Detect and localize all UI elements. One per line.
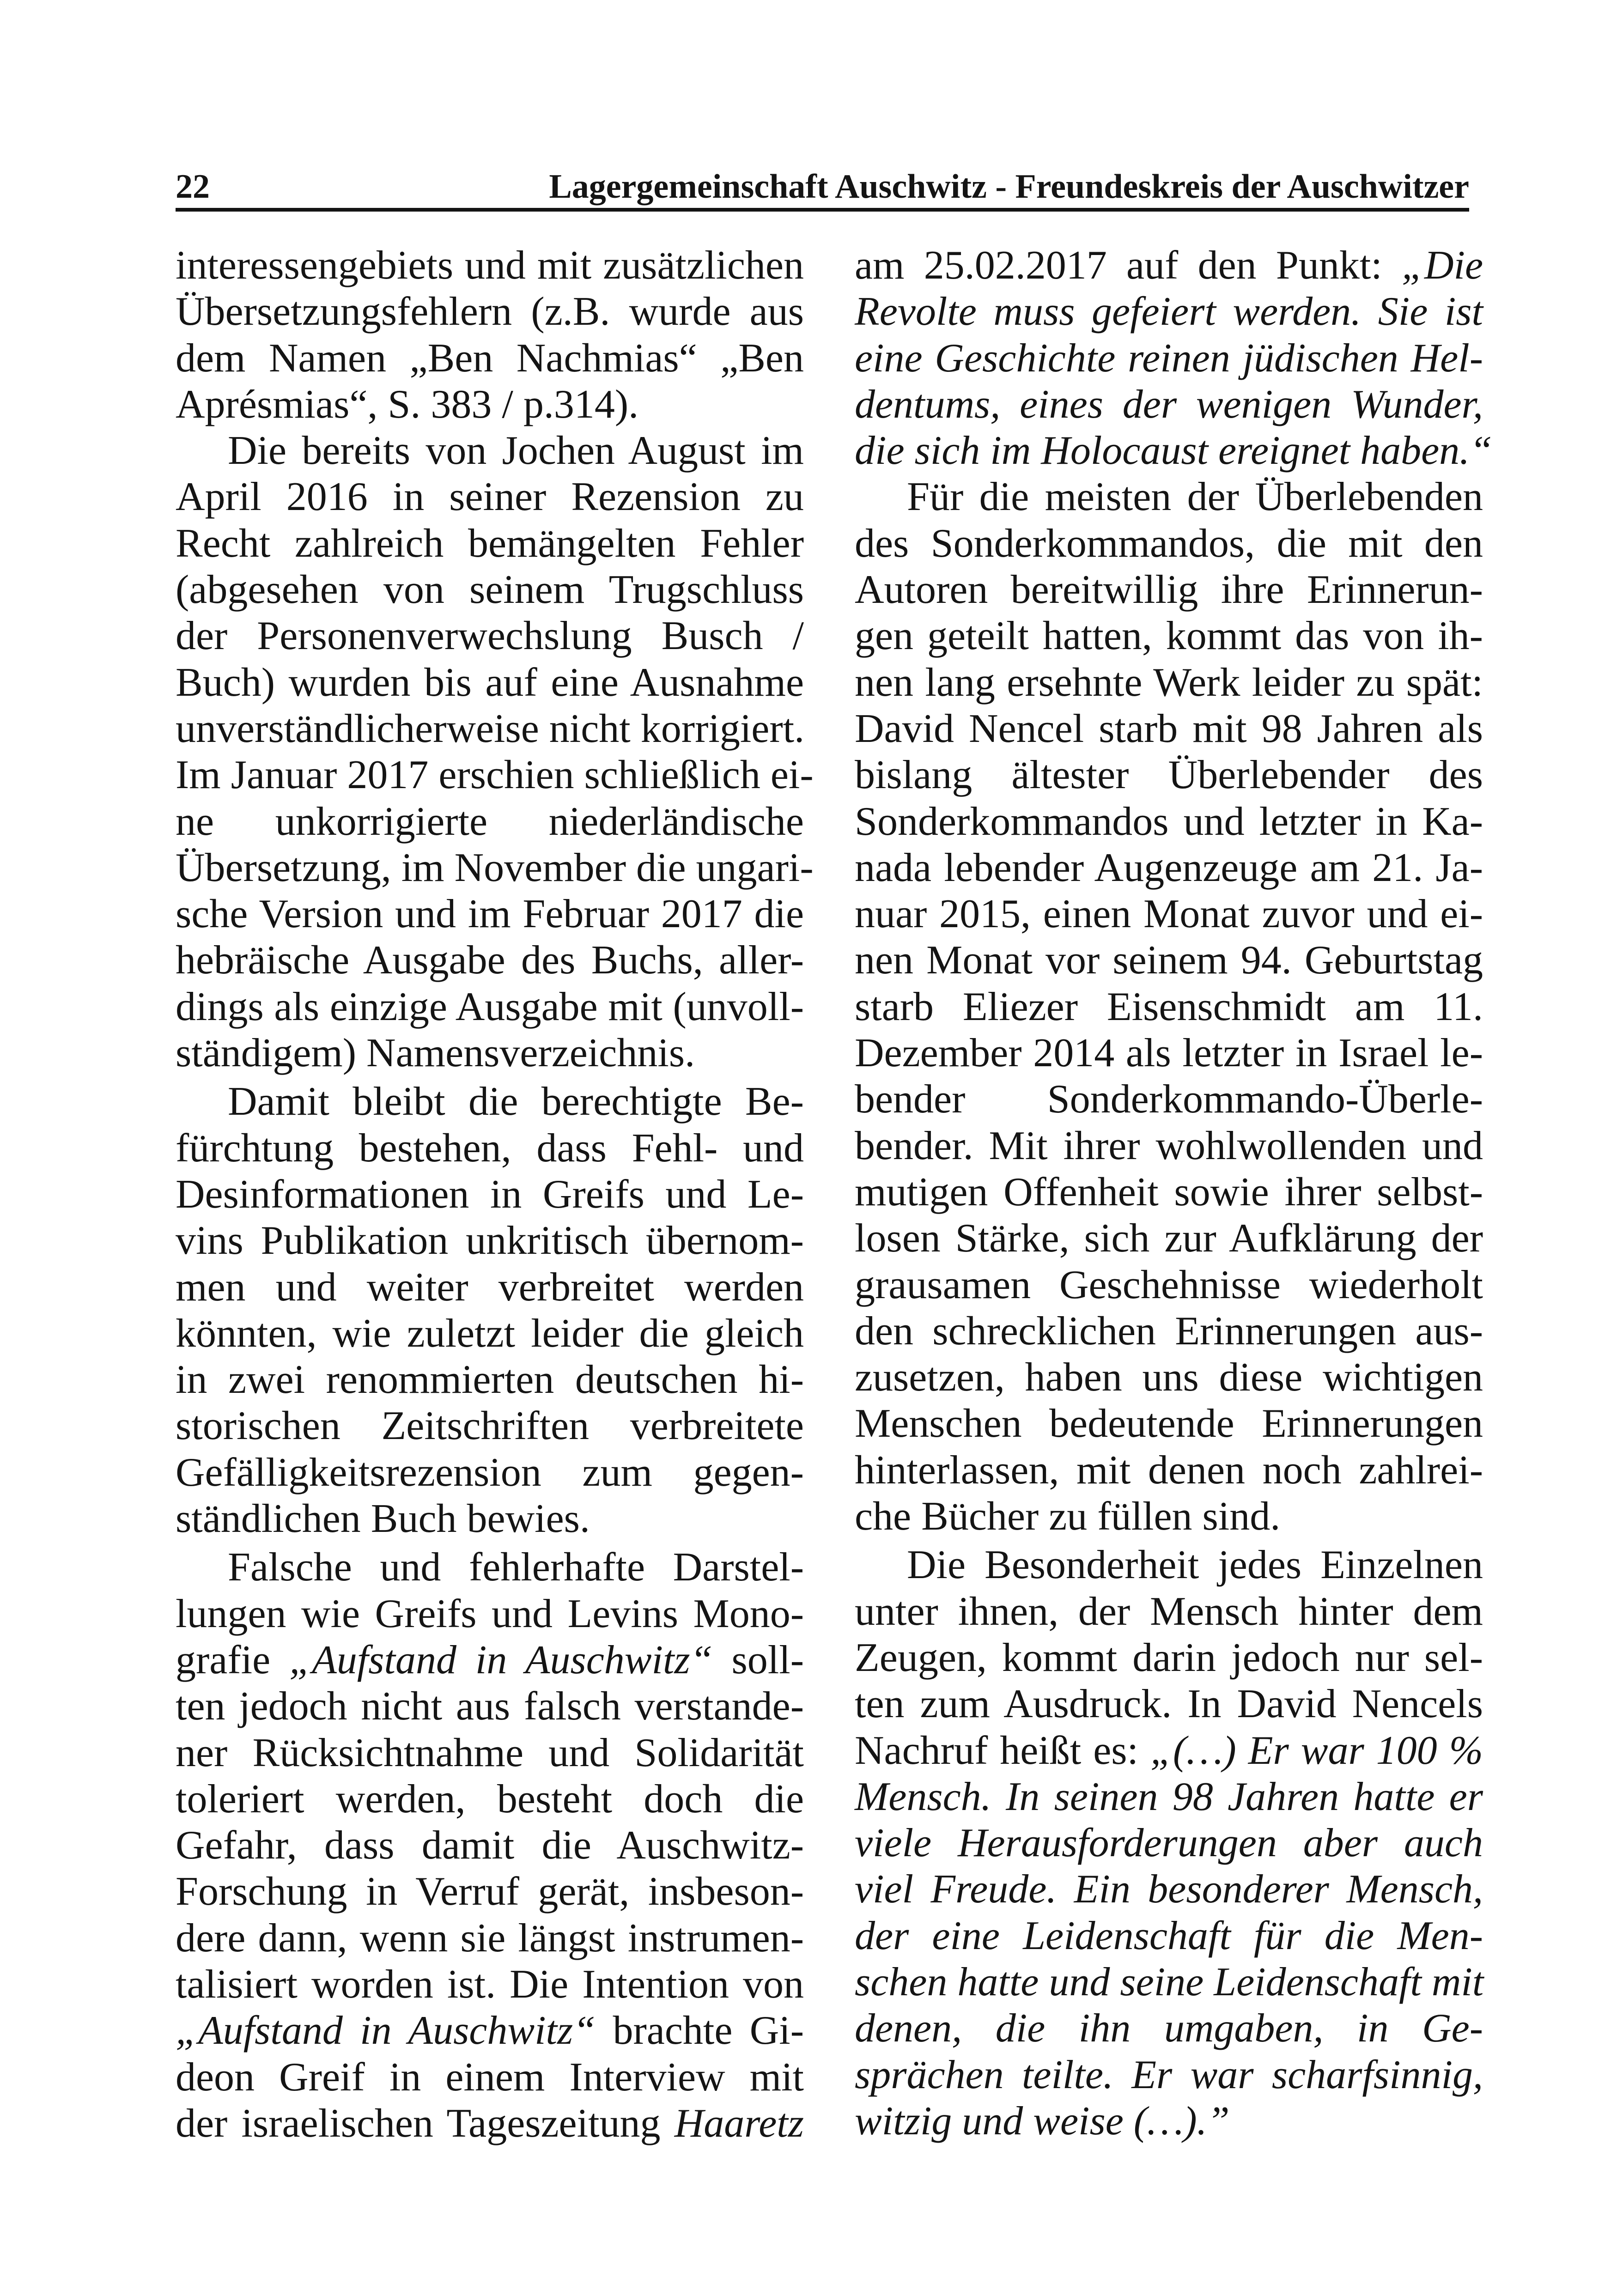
text-line: Im Januar 2017 erschien schließlich ei- [176,753,814,798]
text-line: gen geteilt hatten, kommt das von ih- [855,613,1483,659]
text-line: interessengebiets und mit zusätzlichen [176,243,804,288]
text-line: ständlichen Buch bewies. [176,1496,590,1542]
quote-line: viele Herausforderungen aber auch [855,1821,1483,1866]
text-line: nen lang ersehnte Werk leider zu spät: [855,660,1483,705]
paragraph-start-line: Die bereits von Jochen August im [228,428,804,474]
text-line: Forschung in Verruf gerät, insbeson- [176,1869,804,1914]
page-header [176,157,1469,212]
text-line: Buch) wurden bis auf eine Ausnahme [176,660,804,705]
quote-line: dentums, eines der wenigen Wunder, [855,382,1483,427]
text-line: fürchtung bestehen, dass Fehl- und [176,1125,804,1171]
text-line: am 25.02.2017 auf den Punkt: „Die [855,243,1483,288]
paragraph-start-line: Für die meisten der Überlebenden [907,474,1483,520]
text-line: könnten, wie zuletzt leider die gleich [176,1311,804,1356]
text-line: ständigem) Namensverzeichnis. [176,1031,695,1076]
quote-line: schen hatte und seine Leidenschaft mit [855,1959,1484,2004]
book-title: „Aufstand in Auschwitz“ [289,1637,713,1683]
quote-text: „Die [1402,243,1483,288]
text-line: Desinformationen in Greifs und Le- [176,1172,804,1217]
text-line: der Personenverwechslung Busch / [176,613,804,659]
text-line: ner Rücksichtnahme und Solidarität [176,1730,804,1775]
text-line: ne unkorrigierte niederländische [176,799,804,844]
text-line: zusetzen, haben uns diese wichtigen [855,1355,1483,1400]
text-line: Sonderkommandos und letzter in Ka- [855,799,1483,844]
text-line: nuar 2015, einen Monat zuvor und ei- [855,892,1483,937]
text-line: David Nencel starb mit 98 Jahren als [855,706,1483,751]
text-line: hebräische Ausgabe des Buchs, aller- [176,938,804,983]
text-line: Recht zahlreich bemängelten Fehler [176,521,804,566]
text-line: starb Eliezer Eisenschmidt am 11. [855,984,1483,1029]
text-line: dings als einzige Ausgabe mit (unvoll- [176,984,804,1029]
text-line: grausamen Geschehnisse wiederholt [855,1262,1483,1307]
left-column [176,243,814,2147]
text-line: Menschen bedeutende Erinnerungen [855,1401,1483,1446]
text-line: nen Monat vor seinem 94. Geburtstag [855,938,1483,983]
text-line: Gefälligkeitsrezension zum gegen- [176,1450,804,1495]
text-line: des Sonderkommandos, die mit den [855,521,1483,566]
text-line: der israelischen Tageszeitung Haaretz [176,2101,804,2146]
text-line: April 2016 in seiner Rezension zu [176,474,804,520]
text-line: Nachruf heißt es: „(…) Er war 100 % [855,1728,1483,1773]
text-line: bislang ältester Überlebender des [855,753,1483,798]
quote-line: sprächen teilte. Er war scharfsinnig, [855,2052,1483,2097]
text-line: dere dann, wenn sie längst instrumen- [176,1915,804,1961]
text-line: che Bücher zu füllen sind. [855,1494,1281,1539]
text-line: bender. Mit ihrer wohlwollenden und [855,1123,1483,1168]
book-title: „Aufstand in Auschwitz“ [176,2008,596,2053]
quote-line: Mensch. In seinen 98 Jahren hatte er [855,1774,1483,1819]
quote-line: die sich im Holocaust ereignet haben.“ [855,428,1493,474]
text-line: dem Namen „Ben Nachmias“ „Ben [176,335,804,381]
text-line: losen Stärke, sich zur Aufklärung der [855,1216,1483,1261]
text-line: „Aufstand in Auschwitz“ brachte Gi- [176,2008,804,2053]
text-line: Gefahr, dass damit die Auschwitz- [176,1823,804,1868]
text-line: unter ihnen, der Mensch hinter dem [855,1589,1483,1634]
text-line: talisiert worden ist. Die Intention von [176,1962,804,2007]
page-number: 22 [176,168,210,206]
running-title: Lagergemeinschaft Auschwitz - Freundeskreis der Auschwitzer [549,168,1469,206]
paragraph-start-line: Die Besonderheit jedes Einzelnen [907,1543,1483,1588]
quote-line: witzig und weise (…).” [855,2098,1230,2144]
text-line: bender Sonderkommando-Überle- [855,1077,1483,1122]
quote-line: eine Geschichte reinen jüdischen Hel- [855,335,1483,381]
text-line: (abgesehen von seinem Trugschluss [176,567,804,613]
text-line: den schrecklichen Erinnerungen aus- [855,1308,1483,1354]
text-line: storischen Zeitschriften verbreitete [176,1403,804,1449]
text-line: mutigen Offenheit sowie ihrer selbst- [855,1169,1483,1215]
text-line: men und weiter verbreitet werden [176,1264,804,1310]
paragraph-start-line: Damit bleibt die berechtigte Be- [228,1079,804,1124]
text-line: lungen wie Greifs und Levins Mono- [176,1591,804,1636]
text-line: in zwei renommierten deutschen hi- [176,1357,804,1403]
text-line: nada lebender Augenzeuge am 21. Ja- [855,845,1483,890]
text-line: Übersetzung, im November die ungari- [176,845,814,890]
text-line: Autoren bereitwillig ihre Erinnerun- [855,567,1483,613]
quote-line: viel Freude. Ein besonderer Mensch, [855,1867,1483,1912]
text-line: ten jedoch nicht aus falsch verstande- [176,1684,804,1729]
text-line: Zeugen, kommt darin jedoch nur sel- [855,1635,1483,1680]
text-line: hinterlassen, mit denen noch zahlrei- [855,1447,1483,1493]
text-line: ten zum Ausdruck. In David Nencels [855,1682,1483,1727]
quote-text: „(…) Er war 100 % [1150,1728,1483,1773]
right-column [855,243,1493,2144]
text-line: deon Greif in einem Interview mit [176,2054,804,2100]
text-line: grafie „Aufstand in Auschwitz“ soll- [176,1637,804,1683]
quote-line: Revolte muss gefeiert werden. Sie ist [855,289,1483,334]
text-line: sche Version und im Februar 2017 die [176,892,804,937]
text-line: Dezember 2014 als letzter in Israel le- [855,1031,1483,1076]
quote-line: denen, die ihn umgaben, in Ge- [855,2006,1483,2051]
text-line: Aprésmias“, S. 383 / p.314). [176,382,639,427]
newspaper-name: Haaretz [674,2101,804,2146]
text-line: vins Publikation unkritisch übernom- [176,1218,804,1263]
paragraph-start-line: Falsche und fehlerhafte Darstel- [228,1545,804,1590]
text-line: Übersetzungsfehlern (z.B. wurde aus [176,289,804,334]
text-line: toleriert werden, besteht doch die [176,1776,804,1822]
quote-line: der eine Leidenschaft für die Men- [855,1913,1483,1958]
text-line: unverständlicherweise nicht korrigiert. [176,706,805,751]
